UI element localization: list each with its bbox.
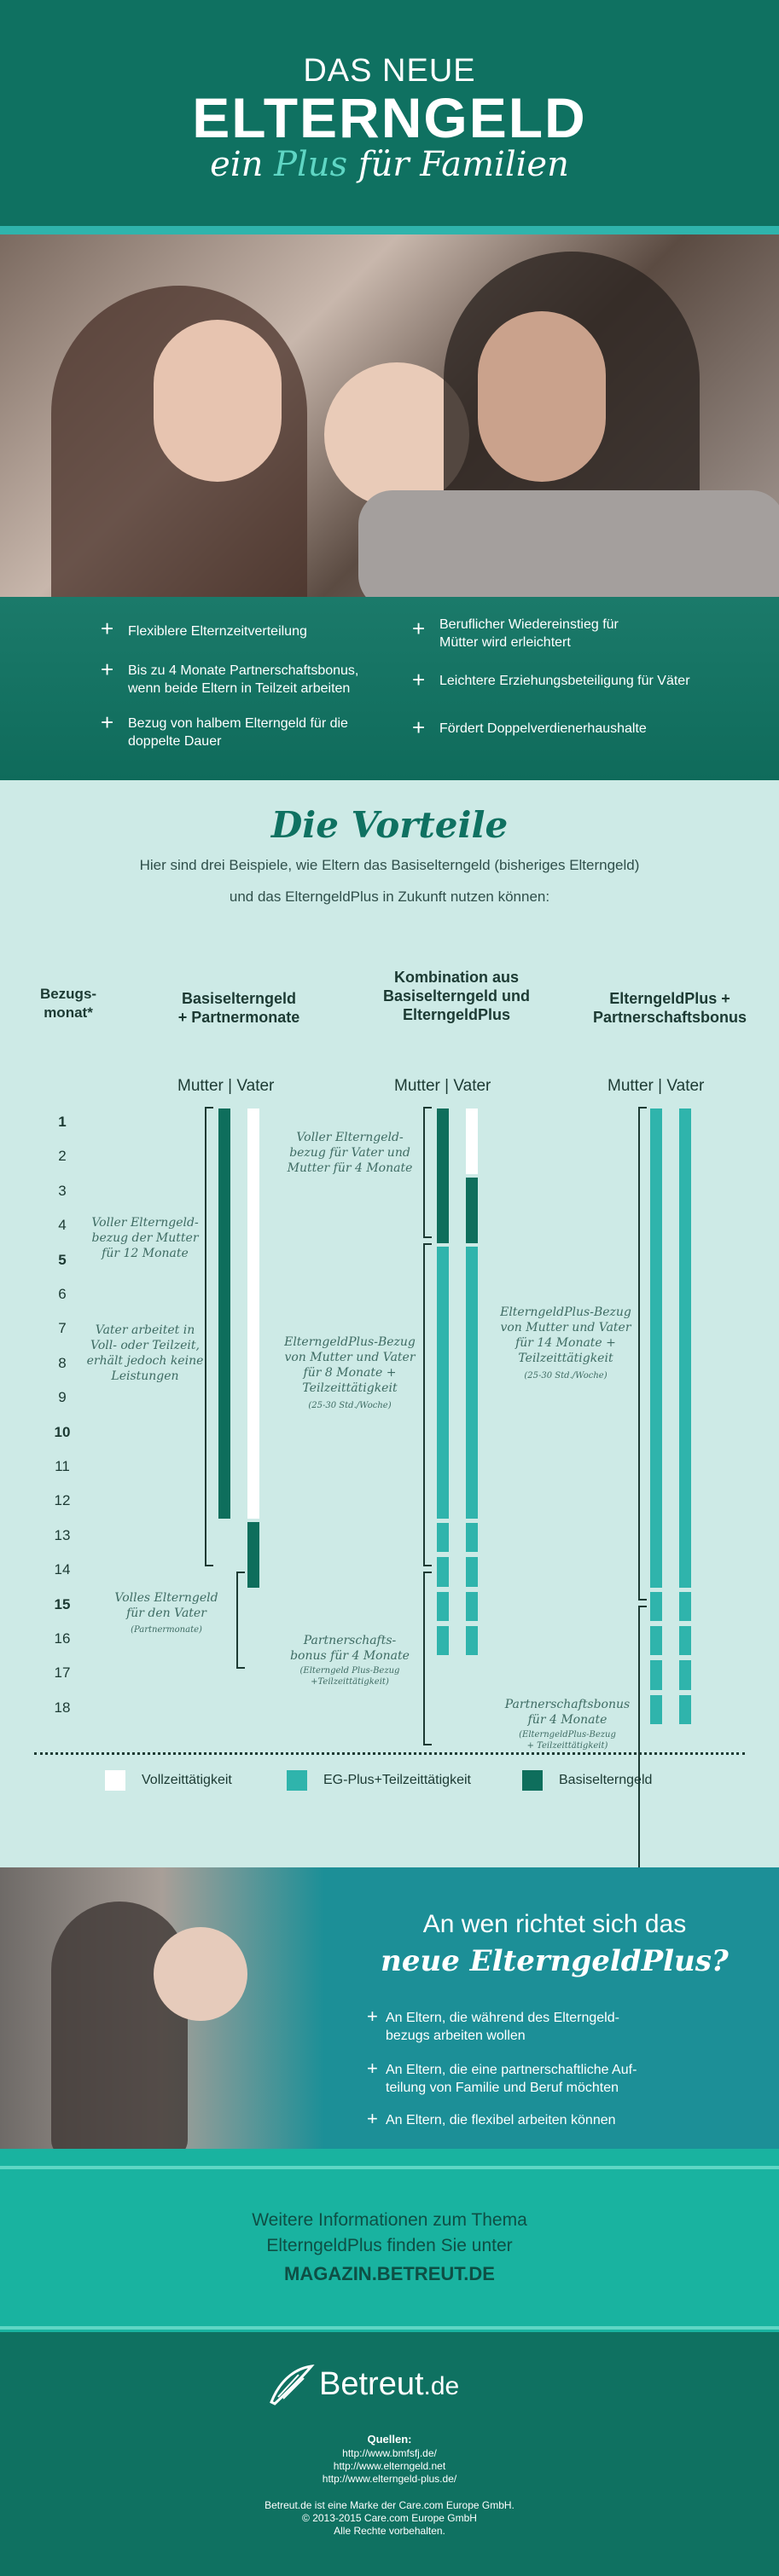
col3-header: ElterngeldPlus + Partnerschaftsbonus xyxy=(592,990,747,1026)
info-line2: ElterngeldPlus finden Sie unter xyxy=(266,2236,513,2255)
photo-shape-father-face xyxy=(478,311,606,482)
legend-swatch-egplus xyxy=(287,1770,307,1791)
brace-c3-a xyxy=(638,1107,647,1601)
vorteile-intro-1: Hier sind drei Beispiele, wie Eltern das Basiselterngeld (bisheriges Elterngeld) xyxy=(139,857,640,873)
bar-c2-mother-basis xyxy=(437,1109,449,1243)
photo-shape-sweater xyxy=(358,490,779,597)
bar-c2-mother-bonus xyxy=(437,1557,449,1586)
bar-c2-father-fulltime xyxy=(466,1109,478,1174)
legal-2: © 2013-2015 Care.com Europe GmbH xyxy=(302,2512,477,2524)
note-c3-b-small: (ElterngeldPlus-Bezug + Teilzeittätigkeit) xyxy=(519,1730,616,1751)
source-link-3[interactable]: http://www.elterngeld-plus.de/ xyxy=(322,2473,457,2485)
bar-c3-mother-bonus xyxy=(650,1626,662,1655)
plus-icon: + xyxy=(101,709,114,735)
bar-c1-father-basis xyxy=(247,1522,259,1588)
title-plus: Plus xyxy=(274,145,348,184)
bar-c2-mother-bonus xyxy=(437,1523,449,1552)
bar-c3-father-bonus xyxy=(679,1660,691,1689)
note-c3-a: ElterngeldPlus-Bezug von Mutter und Vater für 14 Monate + Teilzeittätigkeit xyxy=(500,1305,631,1365)
title-line3 xyxy=(0,145,779,184)
plus-icon: + xyxy=(412,667,426,692)
bar-c2-father-bonus xyxy=(466,1557,478,1586)
target-photo xyxy=(0,1867,324,2149)
brace-c1-father xyxy=(236,1572,245,1669)
info-divider-top xyxy=(0,2166,779,2169)
month-label: 13 xyxy=(54,1526,71,1543)
brand-suffix: .de xyxy=(423,2372,460,2400)
target-section xyxy=(0,1867,779,2149)
month-label: 10 xyxy=(54,1423,71,1440)
plus-icon: + xyxy=(412,616,426,641)
note-c1-c-small: (Partnermonate) xyxy=(131,1625,202,1635)
mutter-label: Mutter xyxy=(394,1077,440,1095)
header xyxy=(0,0,779,230)
benefit-left-2: Bis zu 4 Monate Partnerschaftsbonus, wenn beide Eltern in Teilzeit arbeiten xyxy=(128,663,359,696)
note-c2-b-small: (25-30 Std./Woche) xyxy=(308,1401,392,1410)
info-divider-bottom xyxy=(0,2326,779,2330)
brand-name xyxy=(319,2366,459,2403)
month-label: 9 xyxy=(58,1389,67,1406)
bar-c2-father-bonus xyxy=(466,1626,478,1655)
brand-text: Betreut xyxy=(319,2366,424,2402)
plus-icon: + xyxy=(412,715,426,740)
mutter-label: Mutter xyxy=(608,1077,654,1095)
col1-header: Basiselterngeld + Partnermonate xyxy=(177,990,300,1026)
benefit-right-1: Beruflicher Wiedereinstieg für Mütter wird erleichtert xyxy=(439,617,619,650)
benefits-band xyxy=(0,597,779,780)
month-label: 3 xyxy=(58,1182,67,1199)
note-c1-c: Volles Elterngeld für den Vater xyxy=(114,1591,218,1620)
bar-c1-father-fulltime xyxy=(247,1109,259,1519)
month-label: 1 xyxy=(58,1114,67,1130)
bar-c2-mother-plus xyxy=(437,1247,449,1519)
month-label: 6 xyxy=(58,1286,67,1302)
bezugsmonat-label: Bezugs- monat* xyxy=(39,986,97,1021)
month-label: 11 xyxy=(55,1458,70,1474)
legal-1: Betreut.de ist eine Marke der Care.com Europe GmbH. xyxy=(265,2499,514,2511)
plus-icon: + xyxy=(367,2058,378,2079)
col2-header: Kombination aus Basiselterngeld und ElterngeldPlus xyxy=(382,969,531,1023)
note-c3-b: Partnerschaftsbonus für 4 Monate xyxy=(504,1698,631,1727)
month-label: 8 xyxy=(58,1354,67,1371)
benefit-right-2: Leichtere Erziehungsbeteiligung für Väter xyxy=(439,674,690,688)
legend-label-egplus: EG-Plus+Teilzeittätigkeit xyxy=(323,1773,471,1787)
title-fuer-familien: für Familien xyxy=(358,145,569,184)
note-c2-c-small: (Elterngeld Plus-Bezug +Teilzeittätigkeit) xyxy=(299,1666,400,1687)
bar-c2-father-bonus xyxy=(466,1523,478,1552)
bar-c3-father-bonus xyxy=(679,1592,691,1621)
header-divider xyxy=(0,226,779,234)
note-c1-b: Vater arbeitet in Voll- oder Teilzeit, erhält jedoch keine Leistungen xyxy=(86,1323,204,1383)
vorteile-intro-2: und das ElterngeldPlus in Zukunft nutzen können: xyxy=(229,889,550,905)
month-label: 16 xyxy=(54,1630,71,1647)
target-photo-father xyxy=(51,1902,188,2149)
bar-c3-father-bonus xyxy=(679,1626,691,1655)
brand-feather-icon xyxy=(265,2359,316,2411)
legend-swatch-fulltime xyxy=(105,1770,125,1791)
target-item-3: An Eltern, die flexibel arbeiten können xyxy=(386,2113,616,2127)
col3-mutter-vater xyxy=(608,1077,704,1096)
legend-label-basis: Basiselterngeld xyxy=(559,1773,653,1787)
bar-c3-mother-bonus xyxy=(650,1695,662,1724)
month-label: 14 xyxy=(54,1561,71,1578)
title-line2: ELTERNGELD xyxy=(192,86,587,149)
col2-mutter-vater xyxy=(394,1077,491,1096)
mutter-label: Mutter xyxy=(177,1077,224,1095)
bar-c2-mother-bonus xyxy=(437,1592,449,1621)
benefit-left-3: Bezug von halbem Elterngeld für die doppelte Dauer xyxy=(128,716,348,749)
benefit-right-3: Fördert Doppelverdienerhaushalte xyxy=(439,721,647,736)
family-photo xyxy=(0,234,779,597)
bar-c3-father-bonus xyxy=(679,1695,691,1724)
vater-label: Vater xyxy=(236,1077,275,1095)
vorteile-title: Die Vorteile xyxy=(270,804,509,846)
month-label: 18 xyxy=(54,1699,71,1716)
sources-label: Quellen: xyxy=(367,2433,412,2446)
bar-c2-mother-bonus xyxy=(437,1626,449,1655)
vater-label: Vater xyxy=(453,1077,491,1095)
target-title-1: An wen richtet sich das xyxy=(422,1910,687,1938)
title-line1: DAS NEUE xyxy=(303,53,476,89)
month-label: 12 xyxy=(54,1492,71,1509)
month-label: 17 xyxy=(54,1664,71,1682)
bar-c3-father-plus xyxy=(679,1109,691,1588)
note-c3-a-small: (25-30 Std./Woche) xyxy=(524,1371,608,1381)
bar-c2-father-bonus xyxy=(466,1592,478,1621)
month-label: 7 xyxy=(58,1320,67,1337)
brace-c2-b xyxy=(423,1243,432,1566)
info-section xyxy=(0,2149,779,2332)
vater-label: Vater xyxy=(666,1077,705,1095)
brace-c2-a xyxy=(423,1107,432,1238)
target-title-2: neue ElterngeldPlus? xyxy=(381,1944,729,1978)
bar-c2-father-basis xyxy=(466,1178,478,1243)
month-label: 15 xyxy=(54,1595,71,1612)
col1-mutter-vater xyxy=(177,1077,274,1096)
legend-label-fulltime: Vollzeittätigkeit xyxy=(142,1773,232,1787)
title-ein: ein xyxy=(210,145,264,184)
info-link[interactable]: MAGAZIN.BETREUT.DE xyxy=(284,2263,495,2284)
legal-3: Alle Rechte vorbehalten. xyxy=(334,2525,445,2537)
bar-c2-father-plus xyxy=(466,1247,478,1519)
plus-icon: + xyxy=(101,616,114,641)
benefit-left-1: Flexiblere Elternzeitverteilung xyxy=(128,624,307,639)
photo-shape-mother-face xyxy=(154,320,282,482)
legend-divider xyxy=(34,1752,745,1755)
target-photo-baby xyxy=(154,1927,247,2021)
note-c2-c: Partnerschafts- bonus für 4 Monate xyxy=(290,1634,410,1663)
bar-c3-mother-plus xyxy=(650,1109,662,1588)
month-label: 5 xyxy=(58,1251,67,1268)
note-c2-a: Voller Elterngeld- bezug für Vater und Mutter für 4 Monate xyxy=(287,1131,413,1175)
brace-c2-c xyxy=(423,1572,432,1745)
separator: | xyxy=(658,1077,663,1095)
bar-c1-mother xyxy=(218,1109,230,1519)
note-c2-b: ElterngeldPlus-Bezug von Mutter und Vater für 8 Monate + Teilzeittätigkeit xyxy=(284,1335,416,1395)
source-link-1[interactable]: http://www.bmfsfj.de/ xyxy=(342,2447,437,2459)
vorteile-section xyxy=(0,780,779,1867)
legend-swatch-basis xyxy=(522,1770,543,1791)
target-item-2: An Eltern, die eine partnerschaftliche Auf- teilung von Familie und Beruf möchten xyxy=(386,2063,637,2095)
brand-logo xyxy=(265,2359,520,2411)
month-label: 2 xyxy=(58,1148,67,1165)
separator: | xyxy=(445,1077,450,1095)
bar-c3-mother-bonus xyxy=(650,1660,662,1689)
info-line1: Weitere Informationen zum Thema xyxy=(252,2210,527,2230)
plus-icon: + xyxy=(367,2108,378,2129)
footer xyxy=(0,2332,779,2576)
month-label: 4 xyxy=(58,1217,67,1234)
bar-c3-mother-bonus xyxy=(650,1592,662,1621)
separator: | xyxy=(228,1077,233,1095)
target-item-1: An Eltern, die während des Elterngeld- bezugs arbeiten wollen xyxy=(386,2011,619,2043)
plus-icon: + xyxy=(101,657,114,682)
source-link-2[interactable]: http://www.elterngeld.net xyxy=(333,2460,446,2472)
note-c1-a: Voller Elterngeld- bezug der Mutter für 12 Monate xyxy=(91,1216,199,1260)
plus-icon: + xyxy=(367,2006,378,2027)
